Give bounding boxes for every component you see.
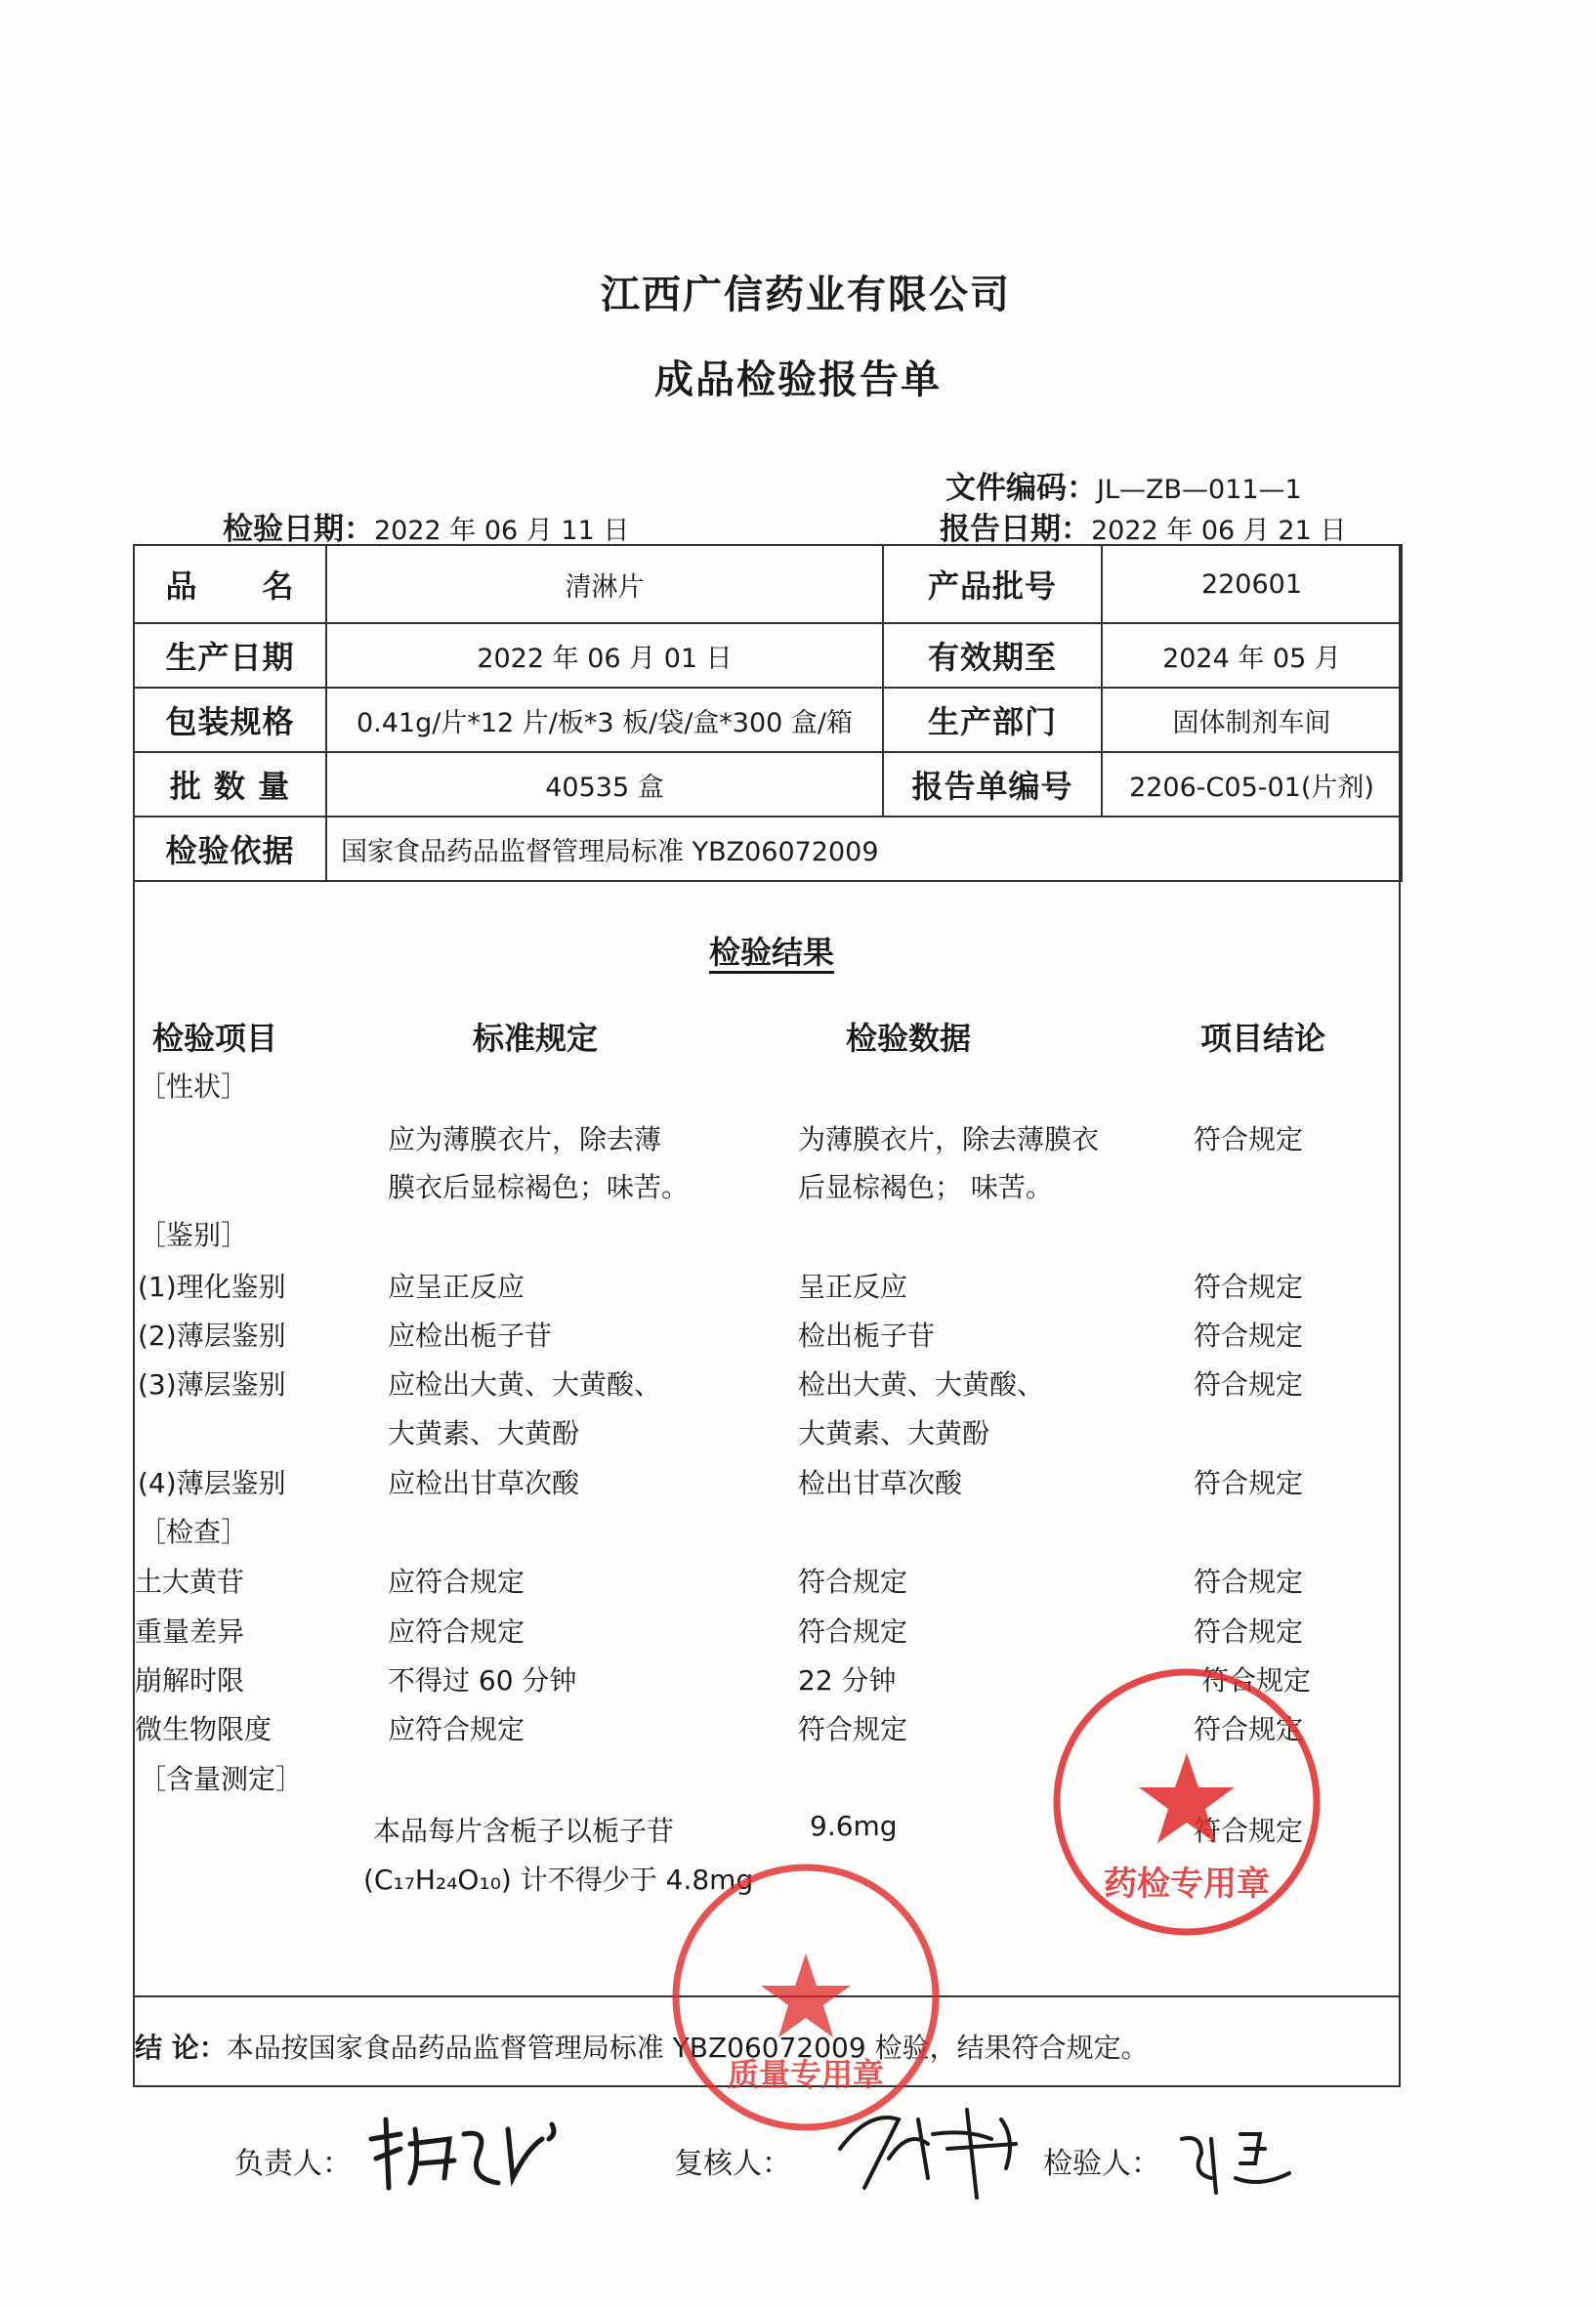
inspection-seal bbox=[1045, 1660, 1328, 1944]
id4-data: 检出甘草次酸 bbox=[798, 1467, 963, 1499]
report-date bbox=[940, 504, 1346, 548]
file-code bbox=[945, 463, 1302, 507]
id2-conclusion: 符合规定 bbox=[1194, 1320, 1304, 1352]
reviewer-label: 复核人： bbox=[674, 2147, 791, 2181]
inspect-date-label: 检验日期： bbox=[223, 512, 374, 547]
basis-label: 检验依据 bbox=[134, 817, 326, 881]
col-data-header: 检验数据 bbox=[846, 1020, 972, 1057]
c3-data: 22 分钟 bbox=[798, 1664, 897, 1697]
c1-std: 应符合规定 bbox=[388, 1566, 525, 1598]
id2-data: 检出栀子苷 bbox=[798, 1320, 936, 1352]
id2-std: 应检出栀子苷 bbox=[388, 1320, 553, 1352]
conclusion-text: 本品按国家食品药品监督管理局标准 YBZ06072009 检验，结果符合规定。 bbox=[226, 2032, 1149, 2064]
name-label: 品 名 bbox=[134, 545, 326, 623]
id1-conclusion: 符合规定 bbox=[1194, 1271, 1304, 1303]
id4-conclusion: 符合规定 bbox=[1194, 1467, 1304, 1499]
traits-std-1: 应为薄膜衣片，除去薄 bbox=[388, 1123, 662, 1155]
section-assay: ［含量测定］ bbox=[139, 1763, 304, 1795]
traits-std-2: 膜衣后显棕褐色；味苦。 bbox=[388, 1171, 690, 1203]
c2-data: 符合规定 bbox=[798, 1615, 908, 1648]
basis: 国家食品药品监督管理局标准 YBZ06072009 bbox=[326, 817, 1402, 881]
id2-item: (2)薄层鉴别 bbox=[138, 1320, 286, 1352]
info-row bbox=[134, 752, 1402, 817]
traits-data-2: 后显棕褐色； 味苦。 bbox=[798, 1171, 1053, 1203]
id4-std: 应检出甘草次酸 bbox=[388, 1467, 580, 1499]
batch-no-label: 产品批号 bbox=[883, 545, 1102, 623]
results-title: 检验结果 bbox=[708, 934, 834, 971]
inspect-date bbox=[223, 504, 629, 548]
dept: 固体制剂车间 bbox=[1102, 688, 1402, 752]
info-row bbox=[134, 545, 1402, 623]
conclusion-label: 结 论： bbox=[135, 2032, 227, 2064]
c4-conclusion: 符合规定 bbox=[1194, 1713, 1304, 1745]
inspector-signature bbox=[1172, 2119, 1309, 2198]
expiry: 2024 年 05 月 bbox=[1102, 623, 1402, 688]
prod-date: 2022 年 06 月 01 日 bbox=[326, 623, 883, 688]
id1-std: 应呈正反应 bbox=[388, 1271, 525, 1303]
file-code-label: 文件编码： bbox=[945, 471, 1097, 506]
c1-item: 土大黄苷 bbox=[135, 1566, 245, 1598]
traits-data-1: 为薄膜衣片，除去薄膜衣 bbox=[798, 1123, 1100, 1155]
c4-item: 微生物限度 bbox=[135, 1713, 273, 1745]
c3-item: 崩解时限 bbox=[135, 1664, 245, 1697]
c1-conclusion: 符合规定 bbox=[1194, 1566, 1304, 1598]
inspect-date-value: 2022 年 06 月 11 日 bbox=[374, 516, 630, 546]
c2-conclusion: 符合规定 bbox=[1194, 1615, 1304, 1648]
id1-data: 呈正反应 bbox=[798, 1271, 908, 1303]
prod-date-label: 生产日期 bbox=[134, 623, 326, 688]
product-info-table bbox=[133, 544, 1403, 882]
id3-data-2: 大黄素、大黄酚 bbox=[798, 1417, 990, 1449]
c1-data: 符合规定 bbox=[798, 1566, 908, 1598]
report-date-value: 2022 年 06 月 21 日 bbox=[1091, 516, 1347, 546]
report-no: 2206-C05-01(片剂) bbox=[1102, 752, 1402, 817]
col-item-header: 检验项目 bbox=[152, 1020, 278, 1057]
traits-conclusion: 符合规定 bbox=[1194, 1123, 1304, 1155]
report-no-label: 报告单编号 bbox=[883, 752, 1102, 817]
dept-label: 生产部门 bbox=[883, 688, 1102, 752]
id4-item: (4)薄层鉴别 bbox=[138, 1467, 286, 1499]
responsible-label: 负责人： bbox=[234, 2147, 352, 2181]
c2-item: 重量差异 bbox=[135, 1615, 245, 1648]
col-concl-header: 项目结论 bbox=[1200, 1020, 1326, 1057]
conclusion bbox=[135, 2027, 1149, 2066]
file-code-value: JL—ZB—011—1 bbox=[1097, 475, 1302, 505]
batch-qty: 40535 盒 bbox=[326, 752, 883, 817]
info-row bbox=[134, 623, 1402, 688]
id3-conclusion: 符合规定 bbox=[1194, 1368, 1304, 1401]
assay-conclusion: 符合规定 bbox=[1194, 1815, 1304, 1847]
id3-data-1: 检出大黄、大黄酸、 bbox=[798, 1368, 1045, 1401]
section-check: ［检查］ bbox=[139, 1516, 249, 1548]
c3-std: 不得过 60 分钟 bbox=[388, 1664, 577, 1697]
pack-label: 包装规格 bbox=[134, 688, 326, 752]
responsible-signature bbox=[361, 2110, 576, 2198]
id3-std-1: 应检出大黄、大黄酸、 bbox=[388, 1368, 662, 1401]
product-name: 清淋片 bbox=[326, 545, 883, 623]
col-std-header: 标准规定 bbox=[473, 1020, 599, 1057]
id3-std-2: 大黄素、大黄酚 bbox=[388, 1417, 580, 1449]
expiry-label: 有效期至 bbox=[883, 623, 1102, 688]
section-identification: ［鉴别］ bbox=[139, 1219, 249, 1251]
company-name: 江西广信药业有限公司 bbox=[601, 273, 1011, 317]
seal2-subtext: 质量专用章 bbox=[727, 2056, 885, 2093]
batch-no: 220601 bbox=[1102, 545, 1402, 623]
info-row bbox=[134, 817, 1402, 881]
id1-item: (1)理化鉴别 bbox=[138, 1271, 286, 1303]
id3-item: (3)薄层鉴别 bbox=[138, 1368, 286, 1401]
c3-conclusion: 符合规定 bbox=[1201, 1664, 1312, 1697]
c2-std: 应符合规定 bbox=[388, 1615, 525, 1648]
assay-std-1: 本品每片含栀子以栀子苷 bbox=[373, 1815, 675, 1847]
assay-std-2: (C₁₇H₂₄O₁₀) 计不得少于 4.8mg bbox=[363, 1864, 754, 1896]
info-row bbox=[134, 688, 1402, 752]
quality-seal bbox=[664, 1856, 947, 2139]
report-date-label: 报告日期： bbox=[940, 512, 1091, 547]
c4-std: 应符合规定 bbox=[388, 1713, 525, 1745]
inspector-label: 检验人： bbox=[1043, 2147, 1160, 2181]
document-title: 成品检验报告单 bbox=[654, 357, 942, 402]
pack-spec: 0.41g/片*12 片/板*3 板/袋/盒*300 盒/箱 bbox=[326, 688, 883, 752]
c4-data: 符合规定 bbox=[798, 1713, 908, 1745]
qty-label: 批 数 量 bbox=[134, 752, 326, 817]
seal1-subtext: 药检专用章 bbox=[1104, 1865, 1270, 1904]
section-traits: ［性状］ bbox=[139, 1070, 249, 1103]
assay-data: 9.6mg bbox=[810, 1810, 898, 1842]
